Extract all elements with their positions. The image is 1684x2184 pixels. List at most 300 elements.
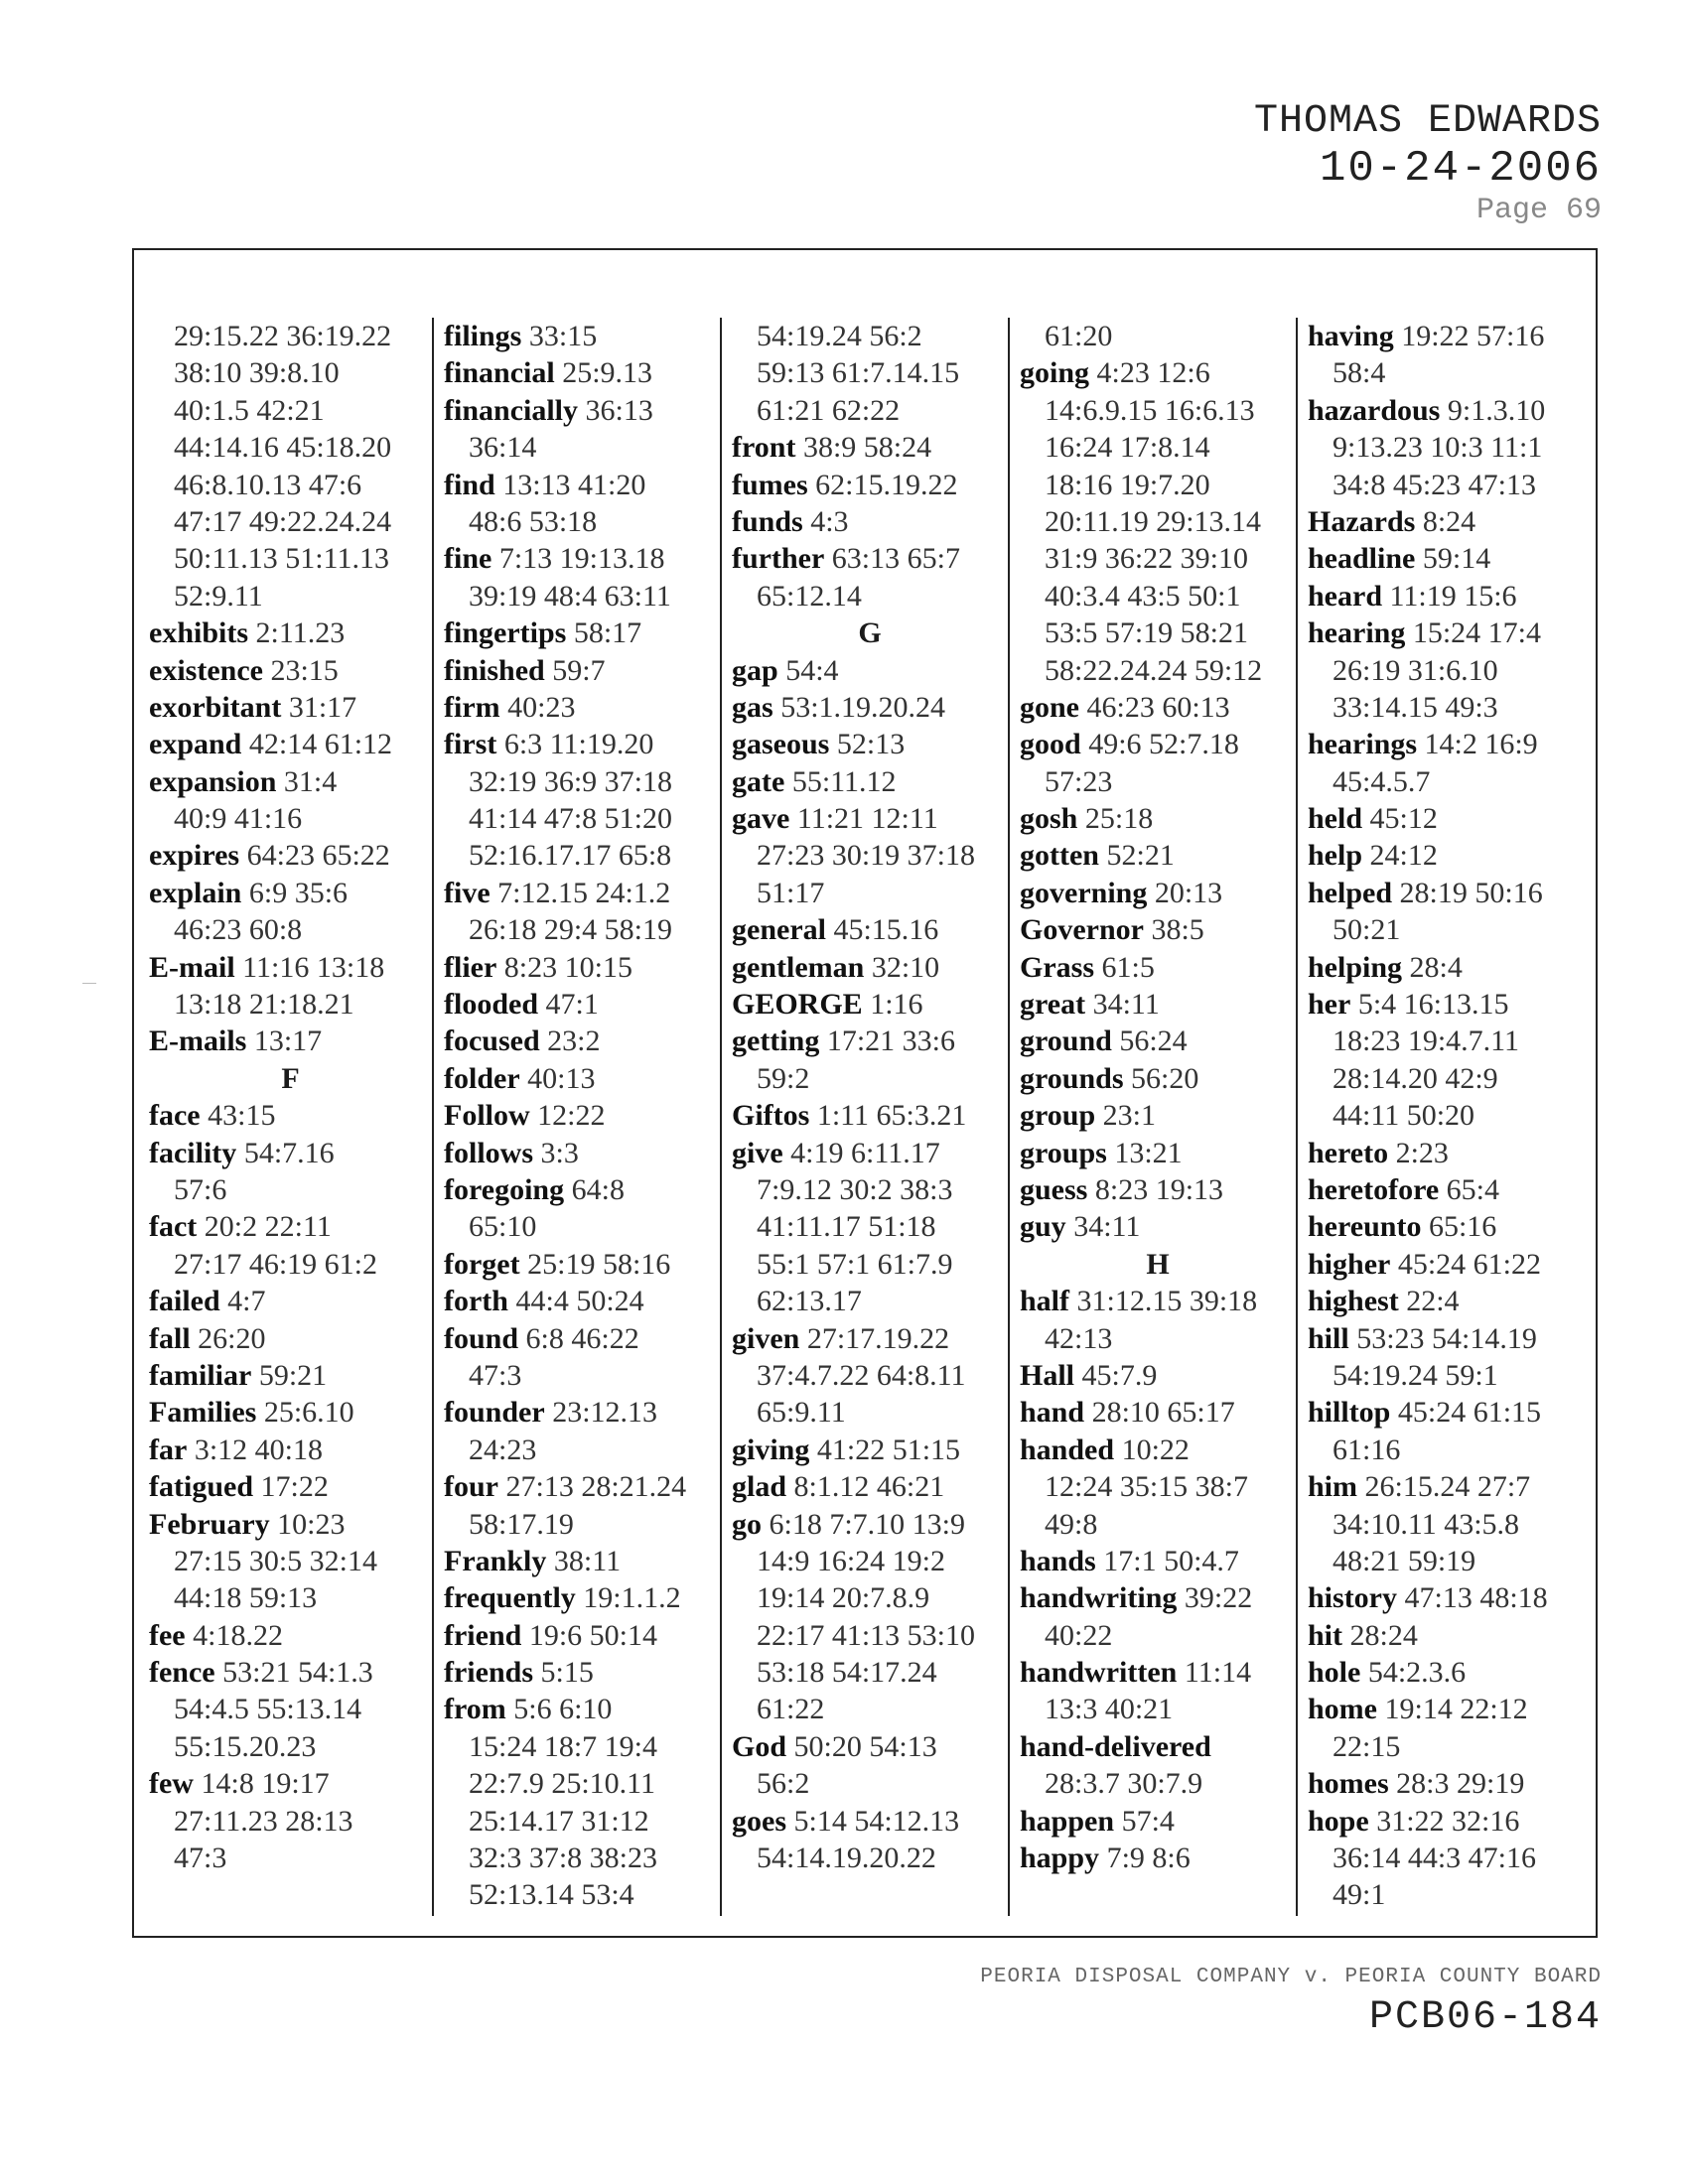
index-continuation: 45:4.5.7: [1333, 764, 1431, 798]
index-entry: [1020, 1135, 1296, 1171]
index-term: expires: [149, 839, 240, 873]
page-line-refs: 52:21: [1106, 839, 1175, 873]
index-entry: [1308, 726, 1586, 762]
index-entry: [149, 1320, 432, 1357]
index-entry: [149, 875, 432, 911]
index-entry: [1020, 1283, 1296, 1319]
index-entry: [1308, 614, 1586, 651]
index-term: expand: [149, 728, 242, 761]
index-term: her: [1308, 988, 1351, 1022]
index-entry: [732, 503, 1008, 540]
index-entry: [1308, 1246, 1586, 1283]
index-term: hill: [1308, 1321, 1349, 1355]
page-line-refs: 25:19 58:16: [527, 1247, 671, 1281]
page-line-refs: 28:4: [1409, 950, 1463, 984]
index-term: good: [1020, 728, 1081, 761]
index-term: fee: [149, 1618, 186, 1652]
page-line-refs: 5:15: [540, 1656, 594, 1690]
index-continuation: 27:17 46:19 61:2: [174, 1247, 378, 1281]
page-line-refs: 31:4: [283, 764, 338, 798]
page-line-refs: 17:21 33:6: [826, 1024, 955, 1058]
index-term: finished: [444, 653, 545, 687]
page-line-refs: 38:11: [553, 1544, 622, 1577]
page-line-refs: 11:14: [1184, 1656, 1252, 1690]
index-term: handwritten: [1020, 1656, 1178, 1690]
index-term: having: [1308, 320, 1394, 352]
page-line-refs: 40:13: [527, 1061, 596, 1095]
index-entry: [732, 986, 1008, 1023]
index-entry: [1308, 318, 1586, 354]
index-continuation: 65:12.14: [757, 579, 862, 613]
index-entry: [1020, 875, 1296, 911]
index-term: found: [444, 1321, 519, 1355]
index-continuation: 18:23 19:4.7.11: [1333, 1024, 1520, 1058]
index-continuation: 56:2: [757, 1767, 810, 1801]
index-term: hereunto: [1308, 1210, 1422, 1244]
index-term: funds: [732, 504, 803, 538]
index-continuation: 44:11 50:20: [1333, 1099, 1475, 1133]
index-entry: [1020, 1023, 1296, 1059]
index-entry: [1020, 689, 1296, 726]
index-term: foregoing: [444, 1172, 565, 1206]
index-term: exhibits: [149, 616, 249, 650]
page-line-refs: 27:17.19.22: [806, 1321, 950, 1355]
page-line-refs: 28:3 29:19: [1396, 1767, 1525, 1801]
page-line-refs: 53:23 54:14.19: [1356, 1321, 1537, 1355]
index-term: familiar: [149, 1358, 252, 1392]
index-term: E-mail: [149, 950, 235, 984]
index-continuation: 34:10.11 43:5.8: [1333, 1507, 1520, 1541]
index-continuation: 13:3 40:21: [1045, 1693, 1174, 1726]
page-line-refs: 8:1.12 46:21: [793, 1470, 945, 1504]
index-term: founder: [444, 1396, 545, 1430]
index-continuation: 51:17: [757, 876, 825, 909]
index-term: goes: [732, 1804, 786, 1838]
page-line-refs: 45:24 61:22: [1397, 1247, 1542, 1281]
index-continuation: 44:14.16 45:18.20: [174, 431, 392, 465]
page-line-refs: 9:1.3.10: [1447, 393, 1546, 427]
index-entry: [1020, 726, 1296, 762]
page-line-refs: 38:5: [1151, 913, 1204, 947]
page-line-refs: 14:8 19:17: [201, 1767, 330, 1801]
case-number: PCB06-184: [1368, 1995, 1602, 2040]
page-line-refs: 28:10 65:17: [1091, 1396, 1235, 1430]
page-line-refs: 34:11: [1073, 1210, 1141, 1244]
index-entry: [149, 949, 432, 986]
index-term: fall: [149, 1321, 191, 1355]
index-entry: [1308, 1208, 1586, 1245]
index-continuation: 15:24 18:7 19:4: [469, 1729, 658, 1763]
index-continuation: 41:11.17 51:18: [757, 1210, 936, 1244]
index-entry: [444, 614, 720, 651]
index-continuation: 49:8: [1045, 1507, 1098, 1541]
page-line-refs: 32:10: [871, 950, 940, 984]
page-line-refs: 28:19 50:16: [1399, 876, 1543, 909]
index-entry: [1308, 392, 1586, 429]
index-entry: [444, 1691, 720, 1727]
page-line-refs: 7:12.15 24:1.2: [497, 876, 671, 909]
page-line-refs: 64:23 65:22: [246, 839, 390, 873]
index-continuation: 53:18 54:17.24: [757, 1656, 937, 1690]
index-term: governing: [1020, 876, 1148, 909]
index-entry: [1308, 1691, 1586, 1727]
index-entry: [1308, 503, 1586, 540]
index-term: friend: [444, 1618, 522, 1652]
index-entry: [732, 726, 1008, 762]
index-term: Grass: [1020, 950, 1094, 984]
page-line-refs: 19:22 57:16: [1401, 320, 1545, 352]
index-continuation: 26:19 31:6.10: [1333, 653, 1498, 687]
page-line-refs: 6:8 46:22: [525, 1321, 639, 1355]
index-entry: [444, 1617, 720, 1654]
page-line-refs: 20:2 22:11: [204, 1210, 332, 1244]
index-continuation: 33:14.15 49:3: [1333, 690, 1498, 724]
index-term: expansion: [149, 764, 277, 798]
section-letter: F: [281, 1061, 300, 1095]
index-entry: [149, 1394, 432, 1431]
page-line-refs: 26:20: [198, 1321, 266, 1355]
index-term: hilltop: [1308, 1396, 1391, 1430]
index-entry: [732, 763, 1008, 800]
page-line-refs: 36:13: [585, 393, 653, 427]
index-entry: [1020, 354, 1296, 391]
index-continuation: 34:8 45:23 47:13: [1333, 468, 1537, 501]
index-entry: [444, 1320, 720, 1357]
index-term: Frankly: [444, 1544, 547, 1577]
index-term: Giftos: [732, 1099, 810, 1133]
index-entry: [444, 1171, 720, 1208]
index-entry: [444, 949, 720, 986]
index-entry: [1308, 1320, 1586, 1357]
index-term: hit: [1308, 1618, 1343, 1652]
page-line-refs: 47:13 48:18: [1404, 1581, 1548, 1615]
index-continuation: 40:9 41:16: [174, 802, 303, 836]
index-entry: [1020, 1097, 1296, 1134]
page-line-refs: 1:11 65:3.21: [816, 1099, 967, 1133]
index-continuation: 22:17 41:13 53:10: [757, 1618, 976, 1652]
index-term: happy: [1020, 1842, 1100, 1875]
page-line-refs: 59:7: [552, 653, 606, 687]
index-term: hearings: [1308, 728, 1418, 761]
page-line-refs: 38:9 58:24: [802, 431, 932, 465]
index-entry: [1020, 1394, 1296, 1431]
page-line-refs: 8:23 19:13: [1094, 1172, 1224, 1206]
index-continuation: 29:15.22 36:19.22: [174, 320, 392, 352]
index-entry: [732, 1803, 1008, 1840]
index-entry: [1020, 1654, 1296, 1691]
page-line-refs: 52:13: [836, 728, 906, 761]
index-continuation: 36:14: [469, 431, 537, 465]
page-line-refs: 23:1: [1102, 1099, 1156, 1133]
page-line-refs: 40:23: [507, 690, 576, 724]
index-continuation: 58:17.19: [469, 1507, 574, 1541]
index-term: flier: [444, 950, 497, 984]
index-continuation: 12:24 35:15 38:7: [1045, 1470, 1249, 1504]
index-entry: [444, 1023, 720, 1059]
page-line-refs: 34:11: [1092, 988, 1160, 1022]
page-line-refs: 12:22: [537, 1099, 606, 1133]
index-term: gosh: [1020, 802, 1078, 836]
page-line-refs: 58:17: [573, 616, 642, 650]
index-term: financial: [444, 356, 555, 390]
index-entry: [149, 689, 432, 726]
index-term: failed: [149, 1285, 220, 1318]
index-term: gas: [732, 690, 773, 724]
index-continuation: 7:9.12 30:2 38:3: [757, 1172, 953, 1206]
section-letter: H: [1146, 1247, 1170, 1281]
index-entry: [444, 726, 720, 762]
page-line-refs: 31:12.15 39:18: [1076, 1285, 1258, 1318]
page-line-refs: 22:4: [1406, 1285, 1460, 1318]
index-term: filings: [444, 320, 522, 352]
page-line-refs: 11:16 13:18: [242, 950, 385, 984]
index-term: fence: [149, 1656, 215, 1690]
index-entry: [732, 1135, 1008, 1171]
index-term: friends: [444, 1656, 533, 1690]
page-line-refs: 54:4: [785, 653, 839, 687]
index-continuation: 31:9 36:22 39:10: [1045, 542, 1249, 576]
index-entry: [1020, 1728, 1296, 1765]
index-entry: [732, 1432, 1008, 1468]
index-continuation: 14:9 16:24 19:2: [757, 1544, 946, 1577]
index-entry: [149, 1468, 432, 1505]
index-term: hole: [1308, 1656, 1361, 1690]
page-line-refs: 5:14 54:12.13: [793, 1804, 960, 1838]
page-line-refs: 17:22: [260, 1470, 329, 1504]
index-continuation: 59:13 61:7.14.15: [757, 356, 960, 390]
index-entry: [444, 1654, 720, 1691]
index-term: handed: [1020, 1433, 1115, 1466]
page-number: Page 69: [1475, 194, 1602, 227]
page-line-refs: 4:3: [810, 504, 849, 538]
page-line-refs: 50:20 54:13: [793, 1729, 937, 1763]
page-line-refs: 46:23 60:13: [1086, 690, 1230, 724]
index-entry: [1308, 1803, 1586, 1840]
index-continuation: 38:10 39:8.10: [174, 356, 340, 390]
index-continuation: 28:14.20 42:9: [1333, 1061, 1498, 1095]
page-line-refs: 4:7: [227, 1285, 266, 1318]
page-line-refs: 19:1.1.2: [583, 1581, 681, 1615]
index-continuation: 52:9.11: [174, 579, 263, 613]
page-line-refs: 5:6 6:10: [513, 1693, 613, 1726]
page-line-refs: 7:9 8:6: [1106, 1842, 1191, 1875]
index-term: go: [732, 1507, 762, 1541]
index-continuation: 40:3.4 43:5 50:1: [1045, 579, 1241, 613]
page-line-refs: 43:15: [208, 1099, 276, 1133]
index-continuation: 58:22.24.24 59:12: [1045, 653, 1263, 687]
index-entry: [1020, 1543, 1296, 1579]
page-line-refs: 65:4: [1446, 1172, 1500, 1206]
page-line-refs: 6:18 7:7.10 13:9: [769, 1507, 966, 1541]
page-line-refs: 11:21 12:11: [796, 802, 938, 836]
index-entry: [732, 949, 1008, 986]
index-term: folder: [444, 1061, 520, 1095]
index-entry: [1308, 1765, 1586, 1802]
index-term: flooded: [444, 988, 539, 1022]
index-term: forth: [444, 1285, 508, 1318]
index-continuation: 27:11.23 28:13: [174, 1804, 353, 1838]
index-entry: [1020, 1803, 1296, 1840]
index-entry: [444, 1060, 720, 1097]
index-continuation: 53:5 57:19 58:21: [1045, 616, 1249, 650]
index-continuation: 52:13.14 53:4: [469, 1878, 634, 1912]
index-term: existence: [149, 653, 263, 687]
index-term: firm: [444, 690, 500, 724]
page-line-refs: 59:21: [258, 1358, 328, 1392]
index-entry: [149, 614, 432, 651]
index-continuation: 32:19 36:9 37:18: [469, 764, 673, 798]
page-line-refs: 47:1: [545, 988, 599, 1022]
index-term: Hall: [1020, 1358, 1075, 1392]
deposition-date: 10-24-2006: [1319, 144, 1602, 194]
index-entry: [732, 1097, 1008, 1134]
index-entry: [1308, 1617, 1586, 1654]
index-term: giving: [732, 1433, 810, 1466]
index-continuation: 22:7.9 25:10.11: [469, 1767, 656, 1801]
index-continuation: 47:17 49:22.24.24: [174, 504, 392, 538]
index-term: Follow: [444, 1099, 530, 1133]
index-term: frequently: [444, 1581, 576, 1615]
section-letter: G: [858, 616, 882, 650]
page-line-refs: 44:4 50:24: [515, 1285, 644, 1318]
page-line-refs: 54:2.3.6: [1367, 1656, 1467, 1690]
index-term: happen: [1020, 1804, 1115, 1838]
page-line-refs: 6:9 35:6: [248, 876, 349, 909]
index-continuation: 39:19 48:4 63:11: [469, 579, 671, 613]
index-term: heard: [1308, 579, 1382, 613]
index-entry: [149, 1023, 432, 1059]
index-continuation: 61:22: [757, 1693, 825, 1726]
index-entry: [149, 1654, 432, 1691]
index-term: explain: [149, 876, 242, 909]
page-line-refs: 1:16: [870, 988, 923, 1022]
page-line-refs: 4:19 6:11.17: [790, 1136, 940, 1169]
page-line-refs: 33:15: [528, 320, 598, 352]
index-term: guy: [1020, 1210, 1066, 1244]
index-term: groups: [1020, 1136, 1107, 1169]
index-entry: [444, 1135, 720, 1171]
index-entry: [732, 429, 1008, 466]
index-term: group: [1020, 1099, 1096, 1133]
index-entry: [1020, 986, 1296, 1023]
index-term: helping: [1308, 950, 1403, 984]
index-entry: [1020, 1171, 1296, 1208]
page-line-refs: 4:18.22: [193, 1618, 283, 1652]
index-term: facility: [149, 1136, 237, 1169]
page-line-refs: 64:8: [571, 1172, 625, 1206]
page-line-refs: 25:6.10: [263, 1396, 354, 1430]
index-term: him: [1308, 1470, 1358, 1504]
index-continuation: 61:20: [1045, 320, 1113, 352]
page-line-refs: 13:13 41:20: [502, 468, 646, 501]
index-entry: [732, 911, 1008, 948]
index-entry: [732, 689, 1008, 726]
index-continuation: 25:14.17 31:12: [469, 1804, 649, 1838]
index-entry: [444, 354, 720, 391]
index-term: highest: [1308, 1285, 1399, 1318]
index-entry: [1308, 1468, 1586, 1505]
index-term: exorbitant: [149, 690, 282, 724]
index-entry: [149, 1208, 432, 1245]
index-entry: [444, 467, 720, 503]
index-entry: [1308, 875, 1586, 911]
index-continuation: 49:1: [1333, 1878, 1386, 1912]
index-entry: [732, 467, 1008, 503]
index-entry: [732, 1320, 1008, 1357]
index-term: further: [732, 542, 825, 576]
index-continuation: 28:3.7 30:7.9: [1045, 1767, 1203, 1801]
index-term: give: [732, 1136, 783, 1169]
case-caption: PEORIA DISPOSAL COMPANY v. PEORIA COUNTY BOARD: [980, 1966, 1602, 1988]
index-term: going: [1020, 356, 1090, 390]
index-entry: [444, 1097, 720, 1134]
index-term: gaseous: [732, 728, 830, 761]
index-entry: [149, 1765, 432, 1802]
index-term: general: [732, 913, 826, 947]
index-entry: [444, 986, 720, 1023]
index-term: hand: [1020, 1396, 1085, 1430]
page-line-refs: 5:4 16:13.15: [1357, 988, 1509, 1022]
index-continuation: 54:19.24 56:2: [757, 320, 922, 352]
index-term: headline: [1308, 542, 1416, 576]
index-continuation: 13:18 21:18.21: [174, 988, 354, 1022]
page-line-refs: 31:22 32:16: [1376, 1804, 1520, 1838]
page-line-refs: 3:12 40:18: [194, 1433, 323, 1466]
index-term: God: [732, 1729, 787, 1763]
index-term: help: [1308, 839, 1363, 873]
index-entry: [1020, 1432, 1296, 1468]
index-continuation: 48:6 53:18: [469, 504, 598, 538]
page-line-refs: 42:14 61:12: [248, 728, 393, 761]
index-entry: [149, 763, 432, 800]
index-entry: [149, 1283, 432, 1319]
index-continuation: 65:10: [469, 1210, 537, 1244]
index-continuation: 22:15: [1333, 1729, 1401, 1763]
index-term: ground: [1020, 1024, 1112, 1058]
index-entry: [1308, 837, 1586, 874]
index-entry: [444, 1579, 720, 1616]
index-entry: [444, 652, 720, 689]
margin-mark: [82, 983, 96, 984]
index-continuation: 65:9.11: [757, 1396, 846, 1430]
index-entry: [732, 1728, 1008, 1765]
index-column-3: [722, 318, 1010, 1916]
index-term: homes: [1308, 1767, 1389, 1801]
page-line-refs: 23:2: [547, 1024, 601, 1058]
index-term: great: [1020, 988, 1086, 1022]
index-continuation: 62:13.17: [757, 1285, 862, 1318]
index-entry: [149, 1135, 432, 1171]
page-line-refs: 27:13 28:21.24: [505, 1470, 687, 1504]
page-line-refs: 23:12.13: [552, 1396, 658, 1430]
index-continuation: 32:3 37:8 38:23: [469, 1842, 658, 1875]
index-continuation: 46:23 60:8: [174, 913, 303, 947]
index-entry: [444, 875, 720, 911]
page-line-refs: 13:17: [253, 1024, 323, 1058]
index-entry: [149, 1357, 432, 1394]
index-continuation: 52:16.17.17 65:8: [469, 839, 672, 873]
page-line-refs: 25:18: [1084, 802, 1154, 836]
index-term: hands: [1020, 1544, 1096, 1577]
index-term: five: [444, 876, 491, 909]
page-line-refs: 53:21 54:1.3: [222, 1656, 373, 1690]
index-term: gone: [1020, 690, 1079, 724]
index-term: half: [1020, 1285, 1070, 1318]
index-continuation: 19:14 20:7.8.9: [757, 1581, 930, 1615]
index-term: grounds: [1020, 1061, 1124, 1095]
index-entry: [1308, 1283, 1586, 1319]
index-entry: [149, 652, 432, 689]
